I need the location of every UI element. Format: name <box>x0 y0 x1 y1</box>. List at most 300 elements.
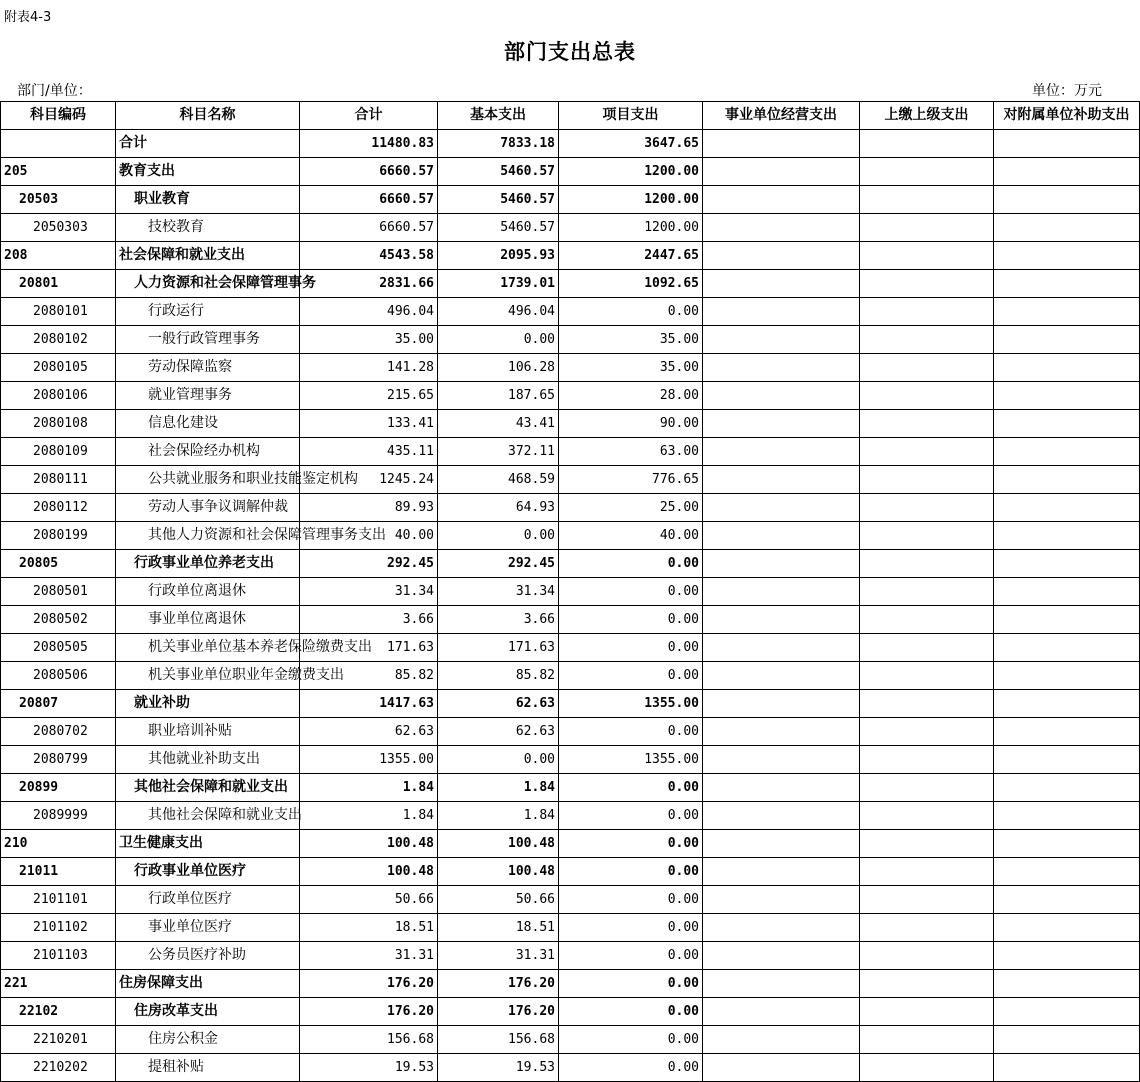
cell-subsidy <box>994 858 1140 886</box>
cell-upper <box>860 298 994 326</box>
cell-project: 0.00 <box>559 942 703 970</box>
cell-project: 0.00 <box>559 298 703 326</box>
table-row <box>1 242 1140 270</box>
cell-name: 其他就业补助支出 <box>116 746 300 774</box>
cell-business <box>703 326 860 354</box>
cell-project: 0.00 <box>559 970 703 998</box>
table-row <box>1 662 1140 690</box>
cell-basic: 31.34 <box>438 578 559 606</box>
cell-basic: 496.04 <box>438 298 559 326</box>
cell-upper <box>860 550 994 578</box>
table-row <box>1 382 1140 410</box>
cell-upper <box>860 942 994 970</box>
cell-code: 205 <box>1 158 116 186</box>
cell-name: 机关事业单位职业年金缴费支出 <box>116 662 300 690</box>
table-row <box>1 774 1140 802</box>
cell-name: 行政单位离退休 <box>116 578 300 606</box>
table-row <box>1 802 1140 830</box>
cell-subsidy <box>994 1026 1140 1054</box>
table-row <box>1 690 1140 718</box>
cell-business <box>703 746 860 774</box>
cell-subsidy <box>994 634 1140 662</box>
cell-business <box>703 158 860 186</box>
cell-project: 2447.65 <box>559 242 703 270</box>
cell-code: 2080105 <box>1 354 116 382</box>
cell-basic: 292.45 <box>438 550 559 578</box>
cell-upper <box>860 214 994 242</box>
cell-total: 6660.57 <box>300 158 438 186</box>
cell-code: 2101102 <box>1 914 116 942</box>
cell-code: 2080199 <box>1 522 116 550</box>
cell-project: 0.00 <box>559 830 703 858</box>
cell-code: 22102 <box>1 998 116 1026</box>
table-body <box>1 130 1140 1082</box>
cell-project: 0.00 <box>559 858 703 886</box>
cell-project: 1355.00 <box>559 746 703 774</box>
cell-code: 21011 <box>1 858 116 886</box>
cell-name: 住房公积金 <box>116 1026 300 1054</box>
unit-label: 单位：万元 <box>1032 83 1102 99</box>
cell-code: 2080109 <box>1 438 116 466</box>
cell-total: 19.53 <box>300 1054 438 1082</box>
cell-subsidy <box>994 326 1140 354</box>
cell-code: 20503 <box>1 186 116 214</box>
cell-project: 25.00 <box>559 494 703 522</box>
cell-total: 176.20 <box>300 998 438 1026</box>
cell-business <box>703 970 860 998</box>
cell-basic: 106.28 <box>438 354 559 382</box>
cell-total: 215.65 <box>300 382 438 410</box>
cell-business <box>703 662 860 690</box>
cell-basic: 100.48 <box>438 830 559 858</box>
col-header-subsidy: 对附属单位补助支出 <box>994 102 1140 130</box>
cell-subsidy <box>994 438 1140 466</box>
table-row <box>1 158 1140 186</box>
cell-business <box>703 606 860 634</box>
expenditure-table <box>0 101 1140 1082</box>
table-row <box>1 942 1140 970</box>
cell-upper <box>860 606 994 634</box>
cell-name: 住房保障支出 <box>116 970 300 998</box>
cell-project: 28.00 <box>559 382 703 410</box>
cell-code: 2080501 <box>1 578 116 606</box>
cell-subsidy <box>994 382 1140 410</box>
table-row <box>1 718 1140 746</box>
cell-code: 210 <box>1 830 116 858</box>
cell-name: 事业单位离退休 <box>116 606 300 634</box>
cell-code: 2080108 <box>1 410 116 438</box>
cell-name: 劳动人事争议调解仲裁 <box>116 494 300 522</box>
cell-upper <box>860 774 994 802</box>
cell-basic: 1.84 <box>438 774 559 802</box>
cell-name: 教育支出 <box>116 158 300 186</box>
cell-name: 其他人力资源和社会保障管理事务支出 <box>116 522 300 550</box>
cell-name: 合计 <box>116 130 300 158</box>
cell-name: 行政单位医疗 <box>116 886 300 914</box>
table-row <box>1 550 1140 578</box>
cell-upper <box>860 662 994 690</box>
cell-total: 50.66 <box>300 886 438 914</box>
cell-business <box>703 242 860 270</box>
cell-subsidy <box>994 410 1140 438</box>
cell-total: 100.48 <box>300 830 438 858</box>
cell-total: 31.34 <box>300 578 438 606</box>
cell-name: 技校教育 <box>116 214 300 242</box>
cell-project: 1355.00 <box>559 690 703 718</box>
cell-name: 职业教育 <box>116 186 300 214</box>
table-row <box>1 298 1140 326</box>
cell-code: 20805 <box>1 550 116 578</box>
cell-project: 0.00 <box>559 998 703 1026</box>
cell-business <box>703 186 860 214</box>
cell-name: 职业培训补贴 <box>116 718 300 746</box>
cell-name: 公务员医疗补助 <box>116 942 300 970</box>
table-row <box>1 130 1140 158</box>
cell-upper <box>860 410 994 438</box>
col-header-basic: 基本支出 <box>438 102 559 130</box>
cell-total: 6660.57 <box>300 214 438 242</box>
cell-project: 0.00 <box>559 606 703 634</box>
cell-code: 2050303 <box>1 214 116 242</box>
cell-project: 90.00 <box>559 410 703 438</box>
cell-project: 0.00 <box>559 578 703 606</box>
cell-project: 40.00 <box>559 522 703 550</box>
cell-basic: 5460.57 <box>438 158 559 186</box>
cell-project: 0.00 <box>559 1054 703 1082</box>
cell-upper <box>860 690 994 718</box>
cell-code: 2080106 <box>1 382 116 410</box>
cell-subsidy <box>994 298 1140 326</box>
cell-project: 0.00 <box>559 1026 703 1054</box>
cell-basic: 468.59 <box>438 466 559 494</box>
cell-total: 11480.83 <box>300 130 438 158</box>
cell-subsidy <box>994 690 1140 718</box>
cell-business <box>703 998 860 1026</box>
cell-code: 2080101 <box>1 298 116 326</box>
table-row <box>1 1054 1140 1082</box>
cell-upper <box>860 802 994 830</box>
cell-upper <box>860 186 994 214</box>
cell-code: 2080506 <box>1 662 116 690</box>
table-row <box>1 914 1140 942</box>
cell-total: 2831.66 <box>300 270 438 298</box>
cell-upper <box>860 438 994 466</box>
cell-total: 85.82 <box>300 662 438 690</box>
cell-basic: 31.31 <box>438 942 559 970</box>
cell-total: 133.41 <box>300 410 438 438</box>
cell-upper <box>860 970 994 998</box>
cell-code: 2101101 <box>1 886 116 914</box>
cell-subsidy <box>994 970 1140 998</box>
cell-code <box>1 130 116 158</box>
cell-project: 0.00 <box>559 914 703 942</box>
table-row <box>1 886 1140 914</box>
cell-business <box>703 1026 860 1054</box>
cell-code: 2080505 <box>1 634 116 662</box>
cell-total: 1.84 <box>300 802 438 830</box>
cell-total: 6660.57 <box>300 186 438 214</box>
cell-upper <box>860 886 994 914</box>
cell-name: 人力资源和社会保障管理事务 <box>116 270 300 298</box>
col-header-name: 科目名称 <box>116 102 300 130</box>
cell-subsidy <box>994 186 1140 214</box>
cell-upper <box>860 494 994 522</box>
cell-upper <box>860 1026 994 1054</box>
cell-project: 1200.00 <box>559 186 703 214</box>
cell-upper <box>860 746 994 774</box>
cell-subsidy <box>994 270 1140 298</box>
cell-project: 1200.00 <box>559 214 703 242</box>
cell-subsidy <box>994 774 1140 802</box>
cell-basic: 5460.57 <box>438 186 559 214</box>
cell-total: 1.84 <box>300 774 438 802</box>
cell-basic: 62.63 <box>438 718 559 746</box>
table-row <box>1 410 1140 438</box>
cell-code: 221 <box>1 970 116 998</box>
cell-basic: 2095.93 <box>438 242 559 270</box>
table-row <box>1 438 1140 466</box>
cell-business <box>703 802 860 830</box>
cell-project: 35.00 <box>559 354 703 382</box>
cell-name: 社会保障和就业支出 <box>116 242 300 270</box>
cell-total: 4543.58 <box>300 242 438 270</box>
cell-business <box>703 718 860 746</box>
cell-basic: 1739.01 <box>438 270 559 298</box>
cell-subsidy <box>994 242 1140 270</box>
cell-subsidy <box>994 914 1140 942</box>
cell-project: 63.00 <box>559 438 703 466</box>
table-row <box>1 354 1140 382</box>
table-row <box>1 466 1140 494</box>
cell-total: 435.11 <box>300 438 438 466</box>
cell-name: 住房改革支出 <box>116 998 300 1026</box>
cell-name: 公共就业服务和职业技能鉴定机构 <box>116 466 300 494</box>
cell-name: 行政事业单位医疗 <box>116 858 300 886</box>
cell-subsidy <box>994 158 1140 186</box>
cell-subsidy <box>994 802 1140 830</box>
cell-project: 0.00 <box>559 774 703 802</box>
table-row <box>1 1026 1140 1054</box>
cell-project: 1200.00 <box>559 158 703 186</box>
col-header-project: 项目支出 <box>559 102 703 130</box>
cell-business <box>703 774 860 802</box>
cell-name: 提租补贴 <box>116 1054 300 1082</box>
cell-total: 89.93 <box>300 494 438 522</box>
cell-project: 0.00 <box>559 634 703 662</box>
cell-upper <box>860 382 994 410</box>
cell-name: 社会保险经办机构 <box>116 438 300 466</box>
cell-total: 156.68 <box>300 1026 438 1054</box>
cell-name: 就业补助 <box>116 690 300 718</box>
cell-subsidy <box>994 466 1140 494</box>
cell-business <box>703 550 860 578</box>
cell-total: 141.28 <box>300 354 438 382</box>
table-header-row <box>1 102 1140 130</box>
cell-business <box>703 214 860 242</box>
cell-subsidy <box>994 494 1140 522</box>
cell-total: 1417.63 <box>300 690 438 718</box>
cell-business <box>703 438 860 466</box>
cell-basic: 5460.57 <box>438 214 559 242</box>
cell-code: 20899 <box>1 774 116 802</box>
cell-total: 100.48 <box>300 858 438 886</box>
table-row <box>1 494 1140 522</box>
cell-upper <box>860 326 994 354</box>
cell-business <box>703 914 860 942</box>
table-row <box>1 578 1140 606</box>
cell-total: 35.00 <box>300 326 438 354</box>
cell-upper <box>860 130 994 158</box>
cell-code: 2080702 <box>1 718 116 746</box>
cell-name: 行政运行 <box>116 298 300 326</box>
table-row <box>1 634 1140 662</box>
cell-business <box>703 382 860 410</box>
cell-project: 0.00 <box>559 802 703 830</box>
cell-code: 2210202 <box>1 1054 116 1082</box>
cell-basic: 7833.18 <box>438 130 559 158</box>
cell-basic: 0.00 <box>438 326 559 354</box>
cell-basic: 0.00 <box>438 746 559 774</box>
table-row <box>1 746 1140 774</box>
cell-total: 1355.00 <box>300 746 438 774</box>
cell-code: 2080112 <box>1 494 116 522</box>
cell-code: 2089999 <box>1 802 116 830</box>
cell-upper <box>860 1054 994 1082</box>
cell-basic: 62.63 <box>438 690 559 718</box>
cell-basic: 171.63 <box>438 634 559 662</box>
cell-business <box>703 942 860 970</box>
table-row <box>1 998 1140 1026</box>
cell-upper <box>860 522 994 550</box>
cell-code: 2080502 <box>1 606 116 634</box>
cell-basic: 64.93 <box>438 494 559 522</box>
cell-subsidy <box>994 130 1140 158</box>
cell-total: 31.31 <box>300 942 438 970</box>
cell-total: 496.04 <box>300 298 438 326</box>
cell-subsidy <box>994 522 1140 550</box>
cell-subsidy <box>994 998 1140 1026</box>
cell-subsidy <box>994 718 1140 746</box>
cell-basic: 100.48 <box>438 858 559 886</box>
cell-project: 776.65 <box>559 466 703 494</box>
col-header-total: 合计 <box>300 102 438 130</box>
cell-code: 2210201 <box>1 1026 116 1054</box>
cell-subsidy <box>994 942 1140 970</box>
cell-basic: 176.20 <box>438 970 559 998</box>
cell-subsidy <box>994 578 1140 606</box>
cell-basic: 18.51 <box>438 914 559 942</box>
cell-upper <box>860 158 994 186</box>
cell-project: 3647.65 <box>559 130 703 158</box>
cell-business <box>703 354 860 382</box>
table-row <box>1 970 1140 998</box>
col-header-business: 事业单位经营支出 <box>703 102 860 130</box>
cell-name: 事业单位医疗 <box>116 914 300 942</box>
table-row <box>1 214 1140 242</box>
cell-subsidy <box>994 354 1140 382</box>
table-row <box>1 858 1140 886</box>
cell-name: 机关事业单位基本养老保险缴费支出 <box>116 634 300 662</box>
col-header-upper: 上缴上级支出 <box>860 102 994 130</box>
cell-business <box>703 270 860 298</box>
table-row <box>1 606 1140 634</box>
cell-business <box>703 298 860 326</box>
cell-upper <box>860 634 994 662</box>
cell-upper <box>860 998 994 1026</box>
appendix-label: 附表4-3 <box>4 10 52 25</box>
cell-basic: 85.82 <box>438 662 559 690</box>
cell-name: 就业管理事务 <box>116 382 300 410</box>
cell-name: 行政事业单位养老支出 <box>116 550 300 578</box>
cell-upper <box>860 270 994 298</box>
cell-upper <box>860 718 994 746</box>
cell-business <box>703 466 860 494</box>
cell-code: 20807 <box>1 690 116 718</box>
col-header-code: 科目编码 <box>1 102 116 130</box>
cell-code: 208 <box>1 242 116 270</box>
cell-code: 2080111 <box>1 466 116 494</box>
cell-business <box>703 830 860 858</box>
table-row <box>1 830 1140 858</box>
cell-upper <box>860 578 994 606</box>
cell-name: 其他社会保障和就业支出 <box>116 802 300 830</box>
cell-business <box>703 578 860 606</box>
table-row <box>1 522 1140 550</box>
cell-basic: 50.66 <box>438 886 559 914</box>
page-title: 部门支出总表 <box>504 40 636 64</box>
cell-code: 20801 <box>1 270 116 298</box>
cell-project: 0.00 <box>559 718 703 746</box>
cell-total: 1245.24 <box>300 466 438 494</box>
cell-subsidy <box>994 1054 1140 1082</box>
cell-upper <box>860 354 994 382</box>
table-row <box>1 326 1140 354</box>
cell-basic: 1.84 <box>438 802 559 830</box>
cell-total: 18.51 <box>300 914 438 942</box>
table-row <box>1 186 1140 214</box>
table-row <box>1 270 1140 298</box>
cell-project: 0.00 <box>559 886 703 914</box>
cell-name: 一般行政管理事务 <box>116 326 300 354</box>
department-label: 部门/单位： <box>17 83 92 99</box>
cell-name: 卫生健康支出 <box>116 830 300 858</box>
cell-subsidy <box>994 550 1140 578</box>
cell-basic: 3.66 <box>438 606 559 634</box>
cell-name: 信息化建设 <box>116 410 300 438</box>
cell-name: 其他社会保障和就业支出 <box>116 774 300 802</box>
cell-total: 62.63 <box>300 718 438 746</box>
cell-business <box>703 858 860 886</box>
cell-code: 2080102 <box>1 326 116 354</box>
cell-business <box>703 522 860 550</box>
cell-subsidy <box>994 214 1140 242</box>
cell-subsidy <box>994 830 1140 858</box>
cell-business <box>703 494 860 522</box>
cell-project: 0.00 <box>559 662 703 690</box>
cell-subsidy <box>994 746 1140 774</box>
cell-basic: 187.65 <box>438 382 559 410</box>
cell-upper <box>860 858 994 886</box>
cell-business <box>703 130 860 158</box>
cell-upper <box>860 914 994 942</box>
cell-upper <box>860 242 994 270</box>
cell-basic: 372.11 <box>438 438 559 466</box>
cell-total: 176.20 <box>300 970 438 998</box>
cell-basic: 176.20 <box>438 998 559 1026</box>
cell-subsidy <box>994 662 1140 690</box>
cell-total: 171.63 <box>300 634 438 662</box>
cell-basic: 0.00 <box>438 522 559 550</box>
